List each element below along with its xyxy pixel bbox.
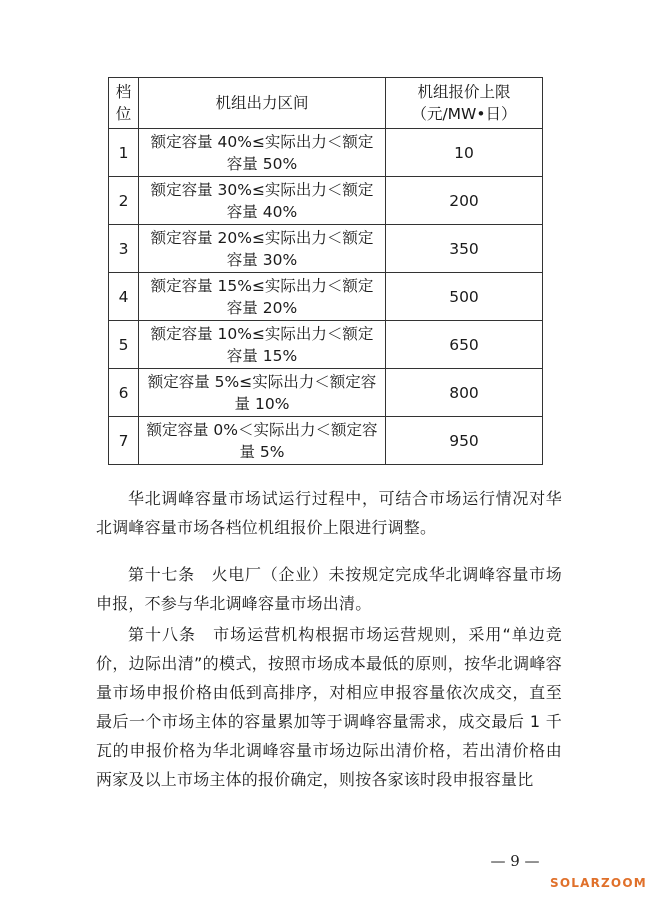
price-cell: 650 bbox=[386, 321, 543, 369]
table-row bbox=[109, 225, 543, 273]
table-row bbox=[109, 177, 543, 225]
price-cell: 500 bbox=[386, 273, 543, 321]
range-cell: 额定容量 40%≤实际出力＜额定容量 50% bbox=[139, 129, 386, 177]
table-row bbox=[109, 129, 543, 177]
range-cell: 额定容量 15%≤实际出力＜额定容量 20% bbox=[139, 273, 386, 321]
tier-cell: 4 bbox=[109, 273, 139, 321]
table-row bbox=[109, 321, 543, 369]
paragraph-article-18: 第十八条 市场运营机构根据市场运营规则，采用“单边竞价，边际出清”的模式，按照市场成本最低的原则，按华北调峰容量市场申报价格由低到高排序，对相应申报容量依次成交，直至最后一个市场主体的容量累加等于调峰容量需求，成交最后 1 千瓦的申报价格为华北调峰容量市场边际出清价格，若出清价格由两家及以上市场主体的报价确定，则按各家该时段申报容量比 bbox=[96, 625, 562, 789]
tier-cell: 7 bbox=[109, 417, 139, 465]
range-cell: 额定容量 30%≤实际出力＜额定容量 40% bbox=[139, 177, 386, 225]
header-output-range: 机组出力区间 bbox=[139, 78, 386, 129]
range-cell: 额定容量 10%≤实际出力＜额定容量 15% bbox=[139, 321, 386, 369]
range-cell: 额定容量 0%＜实际出力＜额定容量 5% bbox=[139, 417, 386, 465]
tier-cell: 1 bbox=[109, 129, 139, 177]
table-row bbox=[109, 417, 543, 465]
tier-cell: 3 bbox=[109, 225, 139, 273]
tier-cell: 5 bbox=[109, 321, 139, 369]
header-tier: 档位 bbox=[109, 78, 139, 129]
table-header-row bbox=[109, 78, 543, 129]
table-row bbox=[109, 273, 543, 321]
header-price-cap: 机组报价上限（元/MW•日） bbox=[386, 78, 543, 129]
page-number: — 9 — bbox=[490, 852, 540, 870]
table-row bbox=[109, 369, 543, 417]
range-cell: 额定容量 20%≤实际出力＜额定容量 30% bbox=[139, 225, 386, 273]
price-cell: 800 bbox=[386, 369, 543, 417]
price-cell: 10 bbox=[386, 129, 543, 177]
price-cell: 950 bbox=[386, 417, 543, 465]
paragraph-article-17: 第十七条 火电厂（企业）未按规定完成华北调峰容量市场申报，不参与华北调峰容量市场出清。 bbox=[96, 565, 562, 613]
price-cell: 350 bbox=[386, 225, 543, 273]
price-cell: 200 bbox=[386, 177, 543, 225]
tier-cell: 6 bbox=[109, 369, 139, 417]
paragraph-adjustment: 华北调峰容量市场试运行过程中，可结合市场运行情况对华北调峰容量市场各档位机组报价上限进行调整。 bbox=[96, 489, 562, 537]
tier-cell: 2 bbox=[109, 177, 139, 225]
tier-price-table bbox=[108, 77, 543, 465]
watermark-logo: SOLARZOOM bbox=[550, 876, 647, 890]
range-cell: 额定容量 5%≤实际出力＜额定容量 10% bbox=[139, 369, 386, 417]
